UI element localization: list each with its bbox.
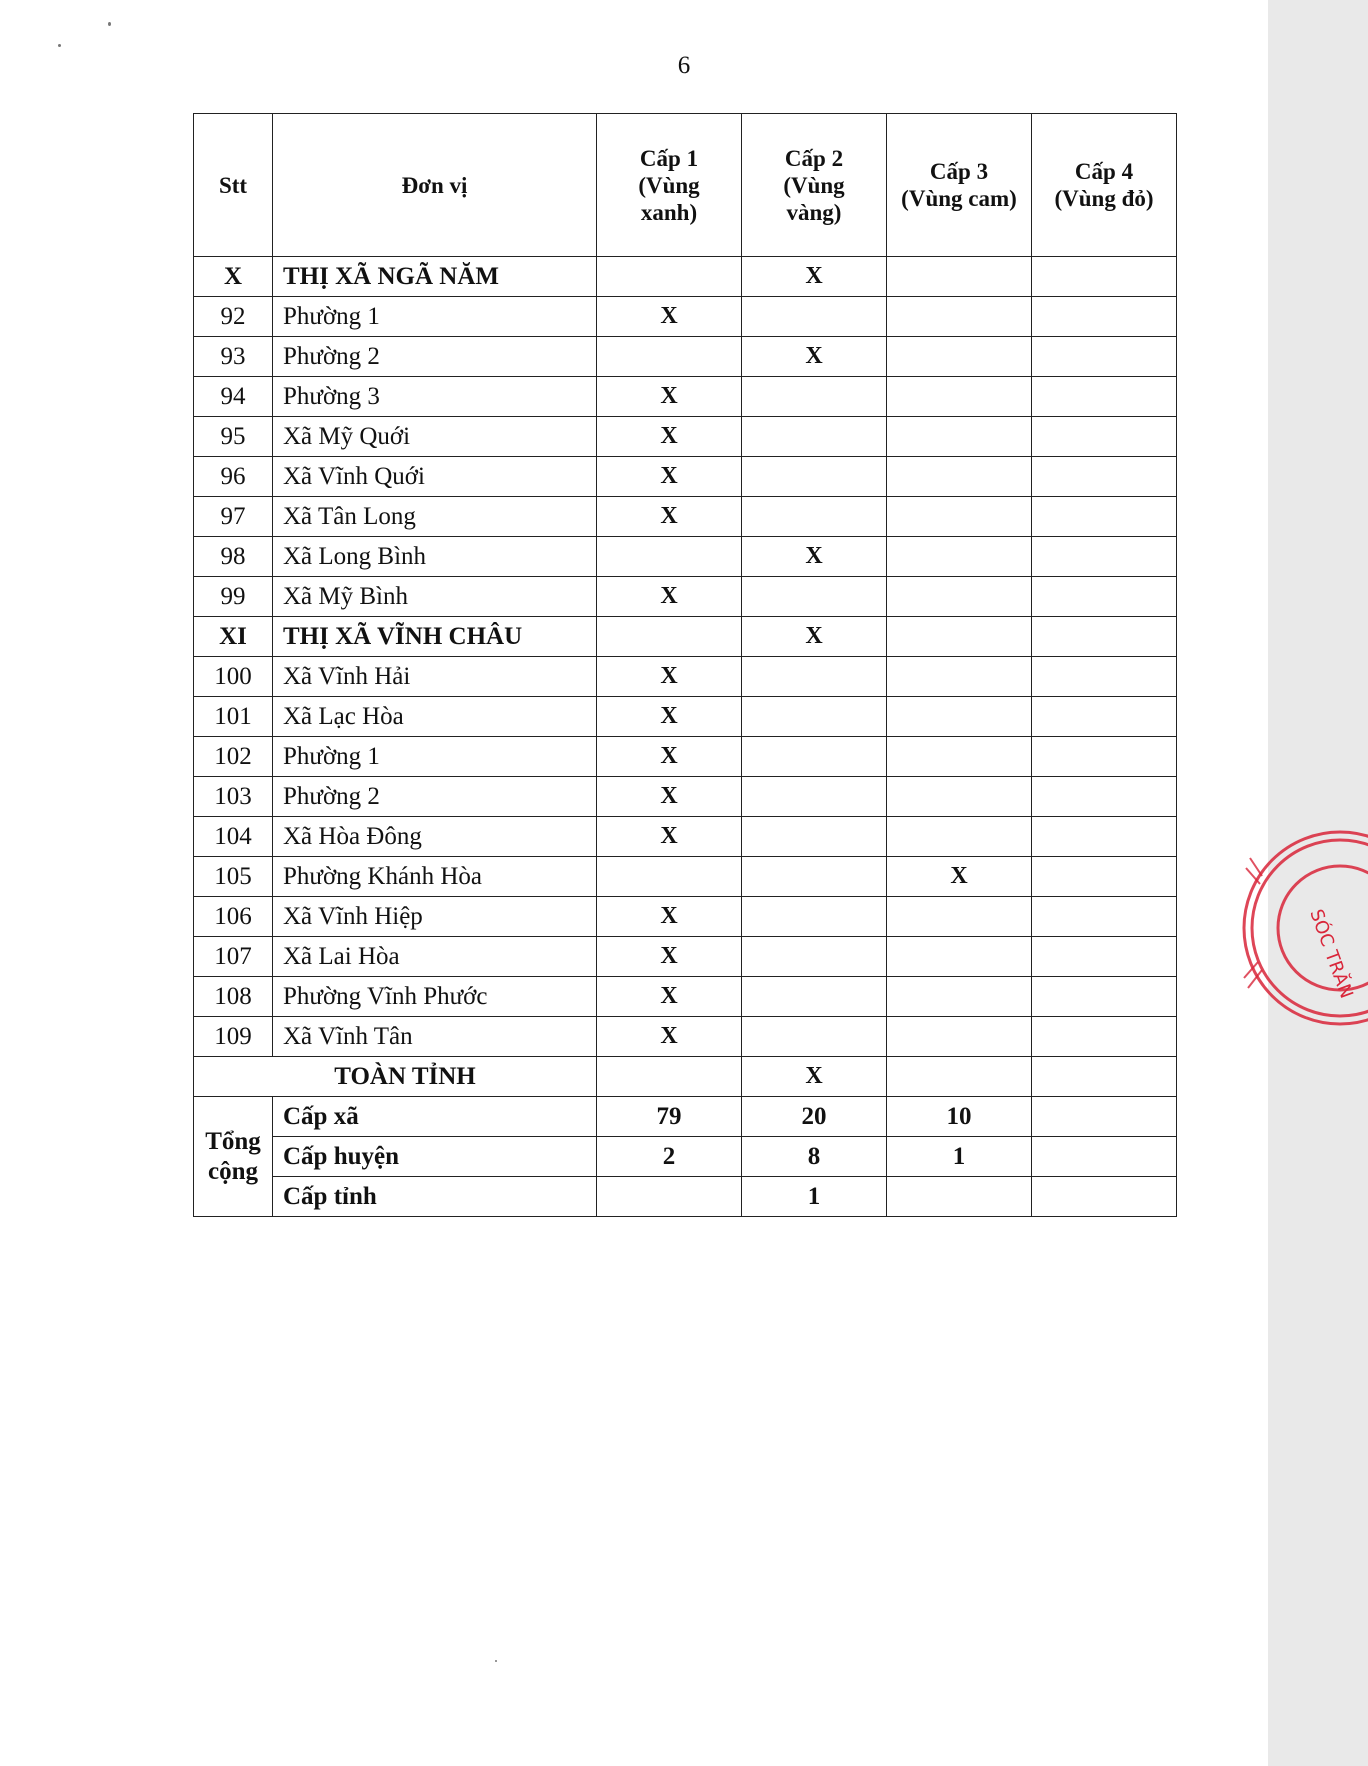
row-unit: Xã Mỹ Bình — [273, 577, 597, 617]
row-level-4 — [1032, 737, 1177, 777]
row-level-2 — [742, 1017, 887, 1057]
row-unit: Phường 2 — [273, 337, 597, 377]
row-unit: Xã Tân Long — [273, 497, 597, 537]
table-row — [194, 377, 1177, 417]
row-unit: Xã Lạc Hòa — [273, 697, 597, 737]
province-level-3 — [887, 1057, 1032, 1097]
row-level-3: X — [887, 857, 1032, 897]
table-header-row — [194, 114, 1177, 257]
total-value — [1032, 1137, 1177, 1177]
row-level-1: X — [597, 697, 742, 737]
row-level-1: X — [597, 657, 742, 697]
table-row — [194, 657, 1177, 697]
row-level-2: X — [742, 617, 887, 657]
table-row — [194, 897, 1177, 937]
table-row — [194, 297, 1177, 337]
table-row — [194, 1017, 1177, 1057]
table-row — [194, 737, 1177, 777]
row-level-1 — [597, 537, 742, 577]
row-stt: 93 — [194, 337, 273, 377]
row-level-2 — [742, 737, 887, 777]
row-level-4 — [1032, 817, 1177, 857]
row-unit: Phường 1 — [273, 737, 597, 777]
row-level-4 — [1032, 257, 1177, 297]
row-level-3 — [887, 617, 1032, 657]
header-unit: Đơn vị — [273, 114, 597, 257]
row-level-4 — [1032, 417, 1177, 457]
table-row — [194, 457, 1177, 497]
scan-speck — [495, 1660, 497, 1662]
total-level-label: Cấp huyện — [273, 1137, 597, 1177]
row-level-1: X — [597, 737, 742, 777]
svg-text:SÓC TRĂN: SÓC TRĂN — [1305, 906, 1357, 1002]
table-row — [194, 417, 1177, 457]
row-level-3 — [887, 777, 1032, 817]
row-level-1 — [597, 257, 742, 297]
row-unit: Phường 1 — [273, 297, 597, 337]
row-level-1 — [597, 617, 742, 657]
row-unit: Phường 3 — [273, 377, 597, 417]
table-row — [194, 977, 1177, 1017]
row-level-3 — [887, 817, 1032, 857]
row-level-4 — [1032, 617, 1177, 657]
row-unit: Phường Khánh Hòa — [273, 857, 597, 897]
row-level-2 — [742, 977, 887, 1017]
row-unit: Phường Vĩnh Phước — [273, 977, 597, 1017]
table-row — [194, 857, 1177, 897]
row-stt: 105 — [194, 857, 273, 897]
row-level-2 — [742, 417, 887, 457]
row-level-1 — [597, 337, 742, 377]
row-stt: 99 — [194, 577, 273, 617]
row-stt: 98 — [194, 537, 273, 577]
row-level-4 — [1032, 377, 1177, 417]
table-row — [194, 937, 1177, 977]
row-level-2 — [742, 297, 887, 337]
row-level-3 — [887, 697, 1032, 737]
row-level-2 — [742, 377, 887, 417]
row-level-4 — [1032, 697, 1177, 737]
header-level-4: Cấp 4 (Vùng đỏ) — [1032, 114, 1177, 257]
row-level-3 — [887, 377, 1032, 417]
row-unit: Xã Vĩnh Tân — [273, 1017, 597, 1057]
row-unit: Xã Mỹ Quới — [273, 417, 597, 457]
row-level-4 — [1032, 857, 1177, 897]
row-level-1: X — [597, 497, 742, 537]
group-row — [194, 257, 1177, 297]
row-level-1: X — [597, 897, 742, 937]
row-level-2: X — [742, 537, 887, 577]
row-level-4 — [1032, 457, 1177, 497]
row-level-1: X — [597, 777, 742, 817]
row-level-3 — [887, 537, 1032, 577]
row-level-2 — [742, 777, 887, 817]
row-level-4 — [1032, 577, 1177, 617]
total-value — [1032, 1177, 1177, 1217]
row-level-1: X — [597, 1017, 742, 1057]
row-level-3 — [887, 497, 1032, 537]
row-stt: 94 — [194, 377, 273, 417]
province-row — [194, 1057, 1177, 1097]
row-level-2 — [742, 577, 887, 617]
row-level-4 — [1032, 537, 1177, 577]
row-level-2 — [742, 457, 887, 497]
row-level-2 — [742, 657, 887, 697]
row-level-3 — [887, 977, 1032, 1017]
table-row — [194, 777, 1177, 817]
row-stt: 102 — [194, 737, 273, 777]
table-body — [194, 257, 1177, 1057]
row-unit: THỊ XÃ NGÃ NĂM — [273, 257, 597, 297]
province-label: TOÀN TỈNH — [194, 1057, 597, 1097]
page-number: 6 — [677, 52, 691, 79]
total-value: 1 — [887, 1137, 1032, 1177]
row-level-1: X — [597, 377, 742, 417]
total-label: Tổng cộng — [194, 1097, 273, 1217]
row-stt: 106 — [194, 897, 273, 937]
row-stt: X — [194, 257, 273, 297]
table-row — [194, 697, 1177, 737]
row-level-1: X — [597, 937, 742, 977]
row-level-1: X — [597, 577, 742, 617]
row-level-1: X — [597, 417, 742, 457]
row-level-3 — [887, 897, 1032, 937]
group-row — [194, 617, 1177, 657]
row-level-4 — [1032, 897, 1177, 937]
row-level-2 — [742, 817, 887, 857]
table-row — [194, 497, 1177, 537]
total-value: 8 — [742, 1137, 887, 1177]
header-level-2: Cấp 2 (Vùng vàng) — [742, 114, 887, 257]
row-level-3 — [887, 337, 1032, 377]
row-stt: XI — [194, 617, 273, 657]
row-level-4 — [1032, 977, 1177, 1017]
total-value — [887, 1177, 1032, 1217]
row-level-4 — [1032, 777, 1177, 817]
row-level-1: X — [597, 297, 742, 337]
total-value: 1 — [742, 1177, 887, 1217]
header-level-1: Cấp 1 (Vùng xanh) — [597, 114, 742, 257]
row-level-3 — [887, 737, 1032, 777]
province-level-4 — [1032, 1057, 1177, 1097]
row-level-2: X — [742, 337, 887, 377]
row-level-3 — [887, 457, 1032, 497]
row-level-3 — [887, 577, 1032, 617]
row-level-1: X — [597, 457, 742, 497]
total-value: 10 — [887, 1097, 1032, 1137]
row-level-3 — [887, 657, 1032, 697]
row-stt: 97 — [194, 497, 273, 537]
row-stt: 103 — [194, 777, 273, 817]
table-row — [194, 817, 1177, 857]
total-level-label: Cấp tỉnh — [273, 1177, 597, 1217]
row-level-3 — [887, 417, 1032, 457]
row-level-2 — [742, 697, 887, 737]
row-level-3 — [887, 297, 1032, 337]
total-value — [597, 1177, 742, 1217]
row-unit: Xã Vĩnh Quới — [273, 457, 597, 497]
header-level-3: Cấp 3 (Vùng cam) — [887, 114, 1032, 257]
row-level-4 — [1032, 1017, 1177, 1057]
row-level-4 — [1032, 657, 1177, 697]
scan-speck — [58, 44, 61, 47]
total-value: 79 — [597, 1097, 742, 1137]
row-level-2 — [742, 897, 887, 937]
row-stt: 101 — [194, 697, 273, 737]
row-level-2 — [742, 497, 887, 537]
row-stt: 100 — [194, 657, 273, 697]
row-unit: THỊ XÃ VĨNH CHÂU — [273, 617, 597, 657]
row-level-2 — [742, 937, 887, 977]
row-unit: Xã Lai Hòa — [273, 937, 597, 977]
row-level-4 — [1032, 297, 1177, 337]
row-stt: 109 — [194, 1017, 273, 1057]
header-stt: Stt — [194, 114, 273, 257]
province-level-1 — [597, 1057, 742, 1097]
total-level-label: Cấp xã — [273, 1097, 597, 1137]
province-level-2: X — [742, 1057, 887, 1097]
row-level-1: X — [597, 817, 742, 857]
row-unit: Xã Hòa Đông — [273, 817, 597, 857]
zone-level-table — [193, 113, 1177, 1217]
row-level-3 — [887, 937, 1032, 977]
row-stt: 96 — [194, 457, 273, 497]
table-row — [194, 337, 1177, 377]
row-level-1: X — [597, 977, 742, 1017]
total-row-commune — [194, 1097, 1177, 1137]
row-level-4 — [1032, 337, 1177, 377]
total-row-district — [194, 1137, 1177, 1177]
row-stt: 104 — [194, 817, 273, 857]
table-row — [194, 537, 1177, 577]
row-unit: Xã Vĩnh Hiệp — [273, 897, 597, 937]
total-value: 20 — [742, 1097, 887, 1137]
row-stt: 107 — [194, 937, 273, 977]
total-value: 2 — [597, 1137, 742, 1177]
row-level-4 — [1032, 937, 1177, 977]
total-row-province — [194, 1177, 1177, 1217]
total-value — [1032, 1097, 1177, 1137]
row-level-1 — [597, 857, 742, 897]
row-unit: Xã Long Bình — [273, 537, 597, 577]
row-level-2: X — [742, 257, 887, 297]
row-stt: 95 — [194, 417, 273, 457]
row-level-3 — [887, 1017, 1032, 1057]
scan-speck — [108, 22, 111, 26]
row-level-3 — [887, 257, 1032, 297]
table-footer — [194, 1057, 1177, 1217]
row-stt: 92 — [194, 297, 273, 337]
row-level-4 — [1032, 497, 1177, 537]
official-seal-stamp — [1200, 828, 1357, 1028]
row-unit: Phường 2 — [273, 777, 597, 817]
row-level-2 — [742, 857, 887, 897]
row-unit: Xã Vĩnh Hải — [273, 657, 597, 697]
row-stt: 108 — [194, 977, 273, 1017]
table-row — [194, 577, 1177, 617]
